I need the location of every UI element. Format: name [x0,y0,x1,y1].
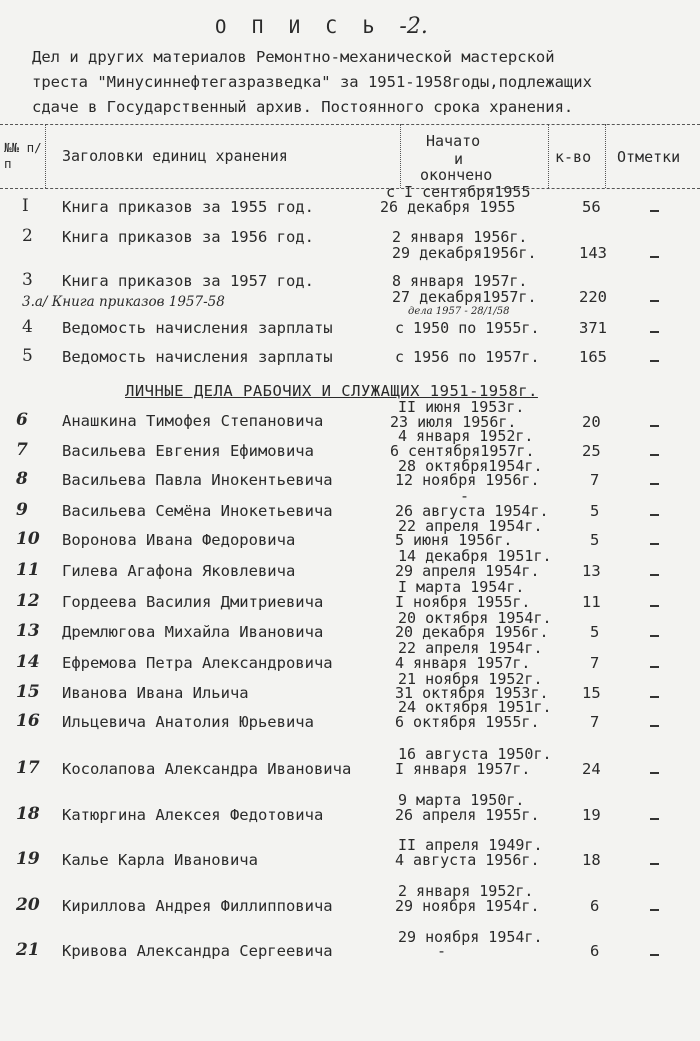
row-date-end: 23 июля 1956г. [390,413,517,431]
row-mark [650,454,659,456]
handwritten-entry: 3.а/ Книга приказов 1957-58 [22,294,225,310]
row-date-end: I января 1957г. [395,760,531,778]
row-title: Дремлюгова Михайла Ивановича [62,623,324,641]
document-title [215,14,428,39]
row-date-start: 2 января 1956г. [392,228,528,246]
row-title: Кириллова Андрея Филлипповича [62,897,333,915]
row-count: 18 [582,851,601,869]
header-start-1: Начато [426,132,481,150]
row-count: 7 [590,713,600,731]
row-number: 9 [16,500,28,520]
row-date-end: 29 апреля 1954г. [395,562,540,580]
row-mark [650,666,659,668]
row-mark [650,605,659,607]
title-text: О П И С Ь [215,16,381,38]
row-number: 17 [16,758,40,778]
row-date-start: с I сентября1955 [386,183,531,201]
row-title: Гилева Агафона Яковлевича [62,562,296,580]
row-title: Ефремова Петра Александровича [62,654,333,672]
row-title: Васильева Павла Инокентьевича [62,471,333,489]
row-date-end: 27 декабря1957г. [392,288,537,306]
row-mark [650,483,659,485]
header-notes: Отметки [617,148,681,166]
row-date-start: 29 ноября 1954г. [398,928,543,946]
row-mark [650,331,659,333]
row-count: 371 [579,319,607,337]
row-mark [650,543,659,545]
row-mark [650,210,659,212]
intro-line-1: Дел и других материалов Ремонтно-механической мастерской [32,48,555,66]
row-mark [650,360,659,362]
row-count: 11 [582,593,601,611]
row-title: Калье Карла Ивановича [62,851,258,869]
row-count: 5 [590,502,600,520]
row-title: Ведомость начисления зарплаты [62,348,333,366]
row-count: 165 [579,348,607,366]
row-date-start: II июня 1953г. [398,398,525,416]
row-title: Книга приказов за 1957 год. [62,272,314,290]
row-number: 13 [16,621,40,641]
row-number: 2 [22,226,33,246]
row-title: Книга приказов за 1956 год. [62,228,314,246]
row-number: 20 [16,895,40,915]
row-date-start: 24 октября 1951г. [398,698,552,716]
row-date-start: 4 января 1952г. [398,427,534,445]
row-date-start: 22 апреля 1954г. [398,517,543,535]
row-number: 3 [22,270,33,290]
row-count: 19 [582,806,601,824]
row-date-end: 12 ноября 1956г. [395,471,540,489]
row-number: 6 [16,410,28,430]
row-title: Васильева Евгения Ефимовича [62,442,314,460]
row-number: 15 [16,682,40,702]
row-mark [650,256,659,258]
row-date-end: 6 сентября1957г. [390,442,535,460]
row-date-start: - [460,487,470,505]
row-mark [650,574,659,576]
header-title: Заголовки единиц хранения [62,147,288,165]
header-divider [605,124,606,188]
header-divider [548,124,549,188]
row-count: 143 [579,244,607,262]
row-number: 11 [16,560,40,580]
header-start-3: окончено [420,166,493,184]
row-title: Иванова Ивана Ильича [62,684,249,702]
row-date-end: I ноября 1955г. [395,593,531,611]
row-number: 21 [16,940,40,960]
row-mark [650,725,659,727]
section-title: ЛИЧНЫЕ ДЕЛА РАБОЧИХ И СЛУЖАЩИХ 1951-1958г. [125,382,538,400]
row-date-start: 21 ноября 1952г. [398,670,543,688]
row-date-end: 29 декабря1956г. [392,244,537,262]
row-count: 25 [582,442,601,460]
row-number: 5 [22,346,33,366]
row-count: 15 [582,684,601,702]
row-number: 19 [16,849,40,869]
row-date-start: 9 марта 1950г. [398,791,525,809]
row-number: 8 [16,469,28,489]
row-title: Книга приказов за 1955 год. [62,198,314,216]
row-count: 20 [582,413,601,431]
row-date-start: 28 октября1954г. [398,457,543,475]
row-title: Васильева Семёна Инокетьевича [62,502,333,520]
row-count: 5 [590,623,600,641]
row-mark [650,772,659,774]
row-date-start: с 1950 по 1955г. [395,319,540,337]
row-number: 18 [16,804,40,824]
row-count: 6 [590,897,600,915]
row-date-end: 29 ноября 1954г. [395,897,540,915]
row-date-end: 26 августа 1954г. [395,502,549,520]
row-date-start: I марта 1954г. [398,578,525,596]
header-bottom-rule [0,188,700,189]
row-count: 56 [582,198,601,216]
row-date-end: 26 апреля 1955г. [395,806,540,824]
row-title: Косолапова Александра Ивановича [62,760,352,778]
row-date-end: 5 июня 1956г. [395,531,513,549]
row-title: Кривова Александра Сергеевича [62,942,333,960]
row-mark [650,425,659,427]
row-count: 5 [590,531,600,549]
row-date-end: 31 октября 1953г. [395,684,549,702]
row-count: 220 [579,288,607,306]
handwritten-note: дела 1957 - 28/1/58 [408,306,510,317]
header-top-rule [0,124,700,125]
row-number: 16 [16,711,40,731]
row-date-start: 2 января 1952г. [398,882,534,900]
row-count: 7 [590,654,600,672]
row-count: 6 [590,942,600,960]
row-title: Ильцевича Анатолия Юрьевича [62,713,314,731]
row-date-start: 20 октября 1954г. [398,609,552,627]
intro-line-3: сдаче в Государственный архив. Постоянного срока хранения. [32,98,574,116]
row-date-end: 4 января 1957г. [395,654,531,672]
row-mark [650,696,659,698]
header-divider [45,124,46,188]
row-title: Катюргина Алексея Федотовича [62,806,324,824]
row-date-start: 16 августа 1950г. [398,745,552,763]
row-mark [650,635,659,637]
row-mark [650,818,659,820]
row-mark [650,514,659,516]
row-count: 7 [590,471,600,489]
row-number: 12 [16,591,40,611]
row-title: Анашкина Тимофея Степановича [62,412,324,430]
row-count: 24 [582,760,601,778]
row-date-end: 26 декабря 1955 [380,198,516,216]
row-title: Гордеева Василия Дмитриевича [62,593,324,611]
row-mark [650,954,659,956]
row-number: 10 [16,529,40,549]
header-num: №№ п/п [4,140,42,171]
row-date-start: 14 декабря 1951г. [398,547,552,565]
header-start-2: и [454,150,464,168]
row-date-start: с 1956 по 1957г. [395,348,540,366]
row-date-end: - [437,942,447,960]
row-date-end: 4 августа 1956г. [395,851,540,869]
row-date-start: 22 апреля 1954г. [398,639,543,657]
row-number: 7 [16,440,28,460]
row-mark [650,300,659,302]
row-date-end: 6 октября 1955г. [395,713,540,731]
row-number: I [22,196,29,216]
row-date-start: 8 января 1957г. [392,272,528,290]
row-number: 14 [16,652,40,672]
header-count: к-во [555,148,592,166]
title-number: -2. [399,14,428,39]
row-count: 13 [582,562,601,580]
row-number: 4 [22,317,33,337]
header-divider [400,124,401,188]
row-date-start: II апреля 1949г. [398,836,543,854]
intro-line-2: треста "Минусиннефтегазразведка" за 1951-1958годы,подлежащих [32,73,592,91]
row-date-end: 20 декабря 1956г. [395,623,549,641]
row-mark [650,863,659,865]
row-title: Ведомость начисления зарплаты [62,319,333,337]
row-mark [650,909,659,911]
row-title: Воронова Ивана Федоровича [62,531,296,549]
